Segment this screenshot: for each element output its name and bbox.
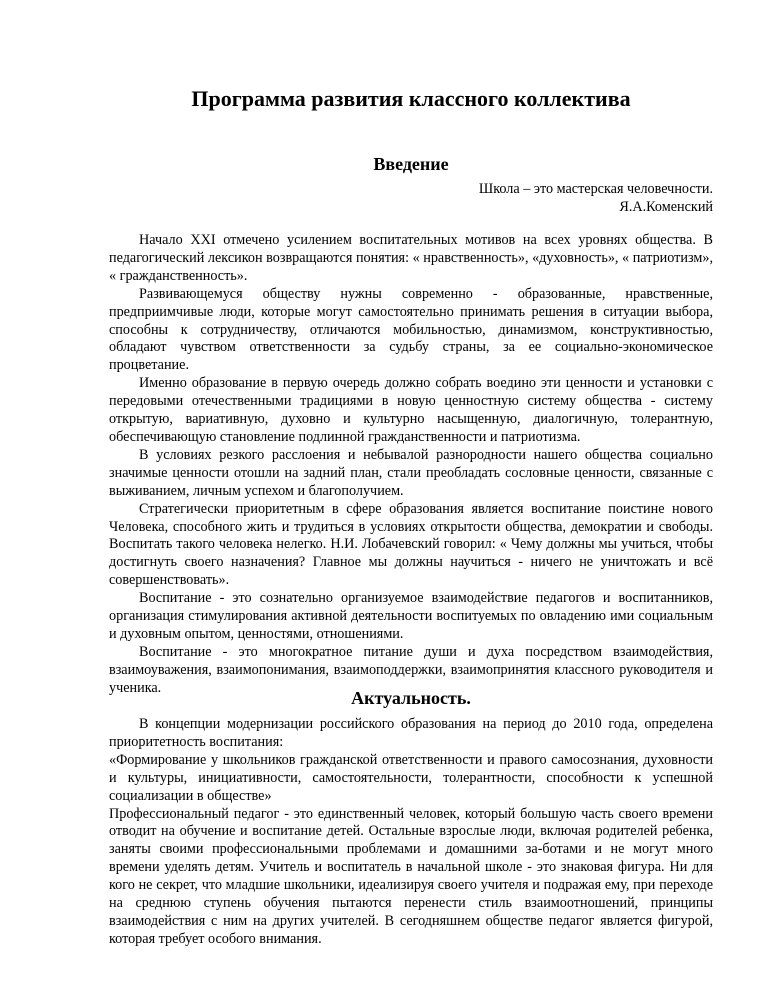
relevance-heading: Актуальность. [351, 688, 471, 708]
epigraph-author: Я.А.Коменский [619, 199, 713, 215]
relevance-paragraph-2: «Формирование у школьников гражданской ответственности и правого самосознания, духовности и культуры, инициативности, самостоятельности, толерантности, способности к успешной социализации в обществе» [109, 751, 713, 804]
intro-paragraph-3: Именно образование в первую очередь должно собрать воедино эти ценности и установки с передовыми отечественными традициями в новую ценностную систему общества - систему открытую, вариативную, духовно и культурно насыщенную, диалогичную, толерантную, обеспечивающую становление подлинной гражданственности и патриотизма. [109, 375, 713, 445]
intro-paragraph-2: Развивающемуся обществу нужны современно - образованные, нравственные, предприимчивые люди, которые могут самостоятельно принимать решения в ситуации выбора, способны к сотрудничеству, отличаются мобильностью, динамизмом, конструктивностью, обладают чувством ответственности за судьбу страны, за ее социально-экономическое процветание. [109, 285, 713, 374]
document-title: Программа развития классного коллектива [191, 86, 631, 111]
intro-paragraph-7: Воспитание - это многократное питание души и духа посредством взаимодействия, взаимоуважения, взаимопонимания, взаимоподдержки, взаимопринятия классного руководителя и ученика. [109, 643, 713, 696]
epigraph [393, 180, 713, 216]
intro-paragraph-6: Воспитание - это сознательно организуемое взаимодействие педагогов и воспитанников, организация стимулирования активной деятельности воспитуемых по овладению ими социальным и духовным опытом, ценностями, отношениями. [109, 590, 713, 642]
epigraph-quote: Школа – это мастерская человечности. [478, 181, 713, 197]
relevance-paragraph-1: В концепции модернизации российского образования на период до 2010 года, определена приоритетность воспитания: [109, 716, 713, 750]
intro-body [109, 232, 713, 698]
relevance-body [109, 716, 713, 949]
intro-paragraph-1: Начало XXI отмечено усилением воспитательных мотивов на всех уровнях общества. В педагогический лексикон возвращаются понятия: « нравственность», «духовность», « патриотизм», « гражданственность». [109, 232, 713, 284]
relevance-paragraph-3: Профессиональный педагог - это единственный человек, который большую часть своего времени отводит на обучение и воспитание детей. Остальные взрослые люди, включая родителей ребенка, заняты своими профессиональными проблемами и домашними за-ботами и не могут много времени уделять детям. Учитель и воспитатель в начальной школе - это знаковая фигура. Ни для кого не секрет, что младшие школьники, идеализируя своего учителя и подражая ему, при переходе на среднюю ступень обучения пытаются перенести стиль взаимоотношений, принципы взаимодействия с ним на других учителей. В сегодняшнем обществе педагог является фигурой, которая требует особого внимания. [109, 805, 713, 947]
intro-heading: Введение [373, 154, 449, 174]
intro-paragraph-4: В условиях резкого расслоения и небывалой разнородности нашего общества социально значимые ценности отошли на задний план, стали преобладать сословные ценности, связанные с выживанием, личным успехом и благополучием. [109, 446, 713, 499]
intro-paragraph-5: Стратегически приоритетным в сфере образования является воспитание поистине нового Человека, способного жить и трудиться в условиях открытости общества, демократии и свободы. Воспитать такого человека нелегко. Н.И. Лобачевский говорил: « Чему должны мы учиться, чтобы достигнуть своего назначения? Главное мы должны научиться - ничего не уничтожать и всё совершенствовать». [109, 500, 713, 589]
